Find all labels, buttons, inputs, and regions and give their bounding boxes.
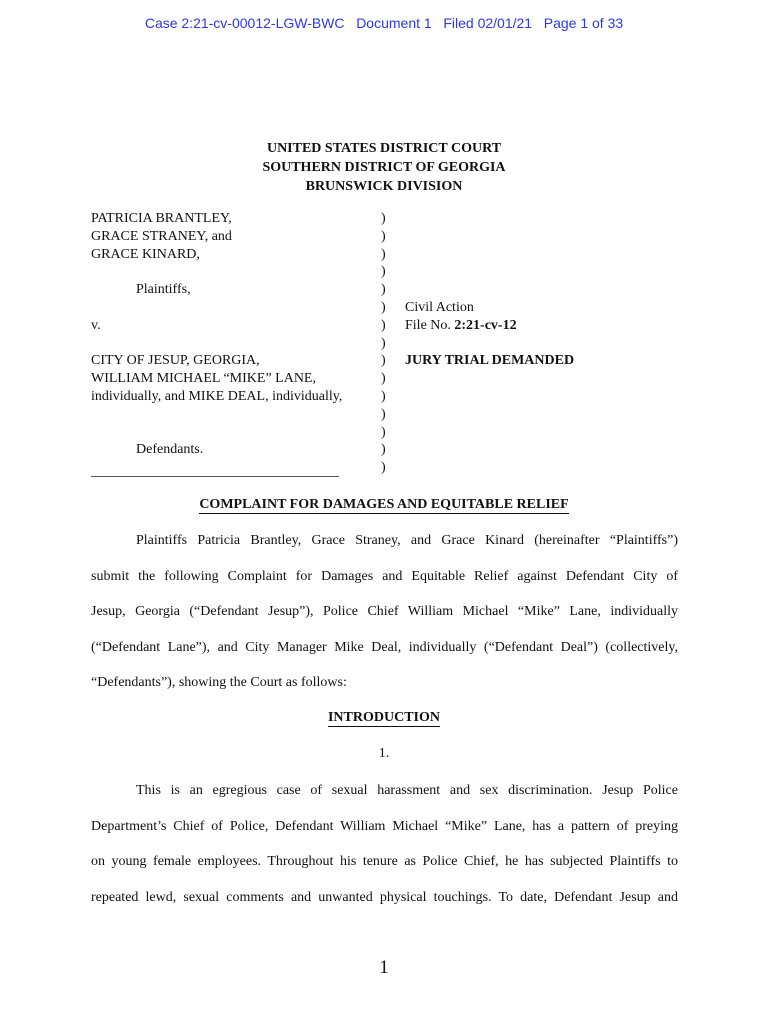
defendant-name: CITY OF JESUP, GEORGIA, — [91, 353, 260, 369]
versus: v. — [91, 317, 101, 333]
caption-divider — [91, 476, 339, 477]
plaintiff-name: GRACE KINARD, — [91, 246, 200, 262]
plaintiff-name: PATRICIA BRANTLEY, — [91, 211, 232, 226]
caption-paren: ) — [381, 211, 386, 226]
plaintiffs-label: Plaintiffs, — [136, 282, 191, 298]
defendant-name: individually, and MIKE DEAL, individually, — [91, 388, 343, 404]
caption-paren: ) — [381, 335, 386, 351]
caption-paren: ) — [381, 228, 386, 244]
file-number-label: File No. — [405, 318, 455, 333]
file-number — [405, 318, 517, 334]
caption-paren: ) — [381, 442, 386, 458]
paragraph-line: “Defendants”), showing the Court as follows: — [91, 675, 347, 691]
page-number: 1 — [379, 957, 389, 978]
civil-action-label: Civil Action — [405, 300, 474, 315]
caption-paren: ) — [381, 299, 386, 315]
paragraph-line: repeated lewd, sexual comments and unwanted physical touchings. To date, Defendant Jesup and — [91, 889, 678, 905]
complaint-title-text: COMPLAINT FOR DAMAGES AND EQUITABLE RELIEF — [199, 497, 569, 512]
caption-paren: ) — [381, 406, 386, 422]
paragraph-line: Jesup, Georgia (“Defendant Jesup”), Police Chief William Michael “Mike” Lane, individually — [91, 604, 678, 620]
section-heading-text: INTRODUCTION — [327, 710, 440, 725]
caption-paren: ) — [381, 371, 386, 387]
caption-paren: ) — [381, 424, 386, 440]
caption-paren: ) — [381, 264, 386, 280]
plaintiff-name: GRACE STRANEY, and — [91, 228, 232, 244]
paragraph-line: submit the following Complaint for Damages and Equitable Relief against Defendant City of — [91, 568, 678, 584]
section-heading — [0, 710, 768, 726]
caption-paren: ) — [381, 282, 386, 298]
defendants-label: Defendants. — [136, 442, 204, 458]
filing-header: Case 2:21-cv-00012-LGW-BWC Document 1 Filed 02/01/21 Page 1 of 33 — [144, 15, 624, 31]
caption-paren: ) — [381, 317, 386, 333]
court-name: UNITED STATES DISTRICT COURT — [266, 141, 502, 156]
paragraph-line: (“Defendant Lane”), and City Manager Mike Deal, individually (“Defendant Deal”) (collectively, — [91, 639, 678, 655]
caption-paren: ) — [381, 388, 386, 404]
paragraph-line: This is an egregious case of sexual harassment and sex discrimination. Jesup Police — [136, 783, 678, 798]
complaint-title — [0, 497, 768, 513]
paragraph-line: Department’s Chief of Police, Defendant William Michael “Mike” Lane, has a pattern of preying — [91, 818, 678, 834]
caption-paren: ) — [381, 353, 386, 369]
caption-paren: ) — [381, 246, 386, 262]
opening-paragraph — [91, 523, 678, 701]
paragraph-line: Plaintiffs Patricia Brantley, Grace Straney, and Grace Kinard (hereinafter “Plaintiffs”) — [136, 533, 678, 548]
defendant-name: WILLIAM MICHAEL “MIKE” LANE, — [91, 371, 316, 387]
paragraph-line: on young female employees. Throughout his tenure as Police Chief, he has subjected Plaintiffs to — [91, 854, 678, 870]
jury-demand: JURY TRIAL DEMANDED — [405, 353, 575, 368]
court-district: SOUTHERN DISTRICT OF GEORGIA — [262, 160, 506, 175]
file-number-value: 2:21-cv-12 — [454, 318, 517, 333]
intro-paragraph — [91, 773, 678, 915]
paragraph-number: 1. — [378, 746, 390, 761]
court-division: BRUNSWICK DIVISION — [305, 179, 463, 194]
case-caption-parties — [91, 210, 381, 459]
court-heading — [0, 139, 768, 196]
caption-parentheses — [381, 210, 386, 477]
caption-paren: ) — [381, 460, 386, 476]
